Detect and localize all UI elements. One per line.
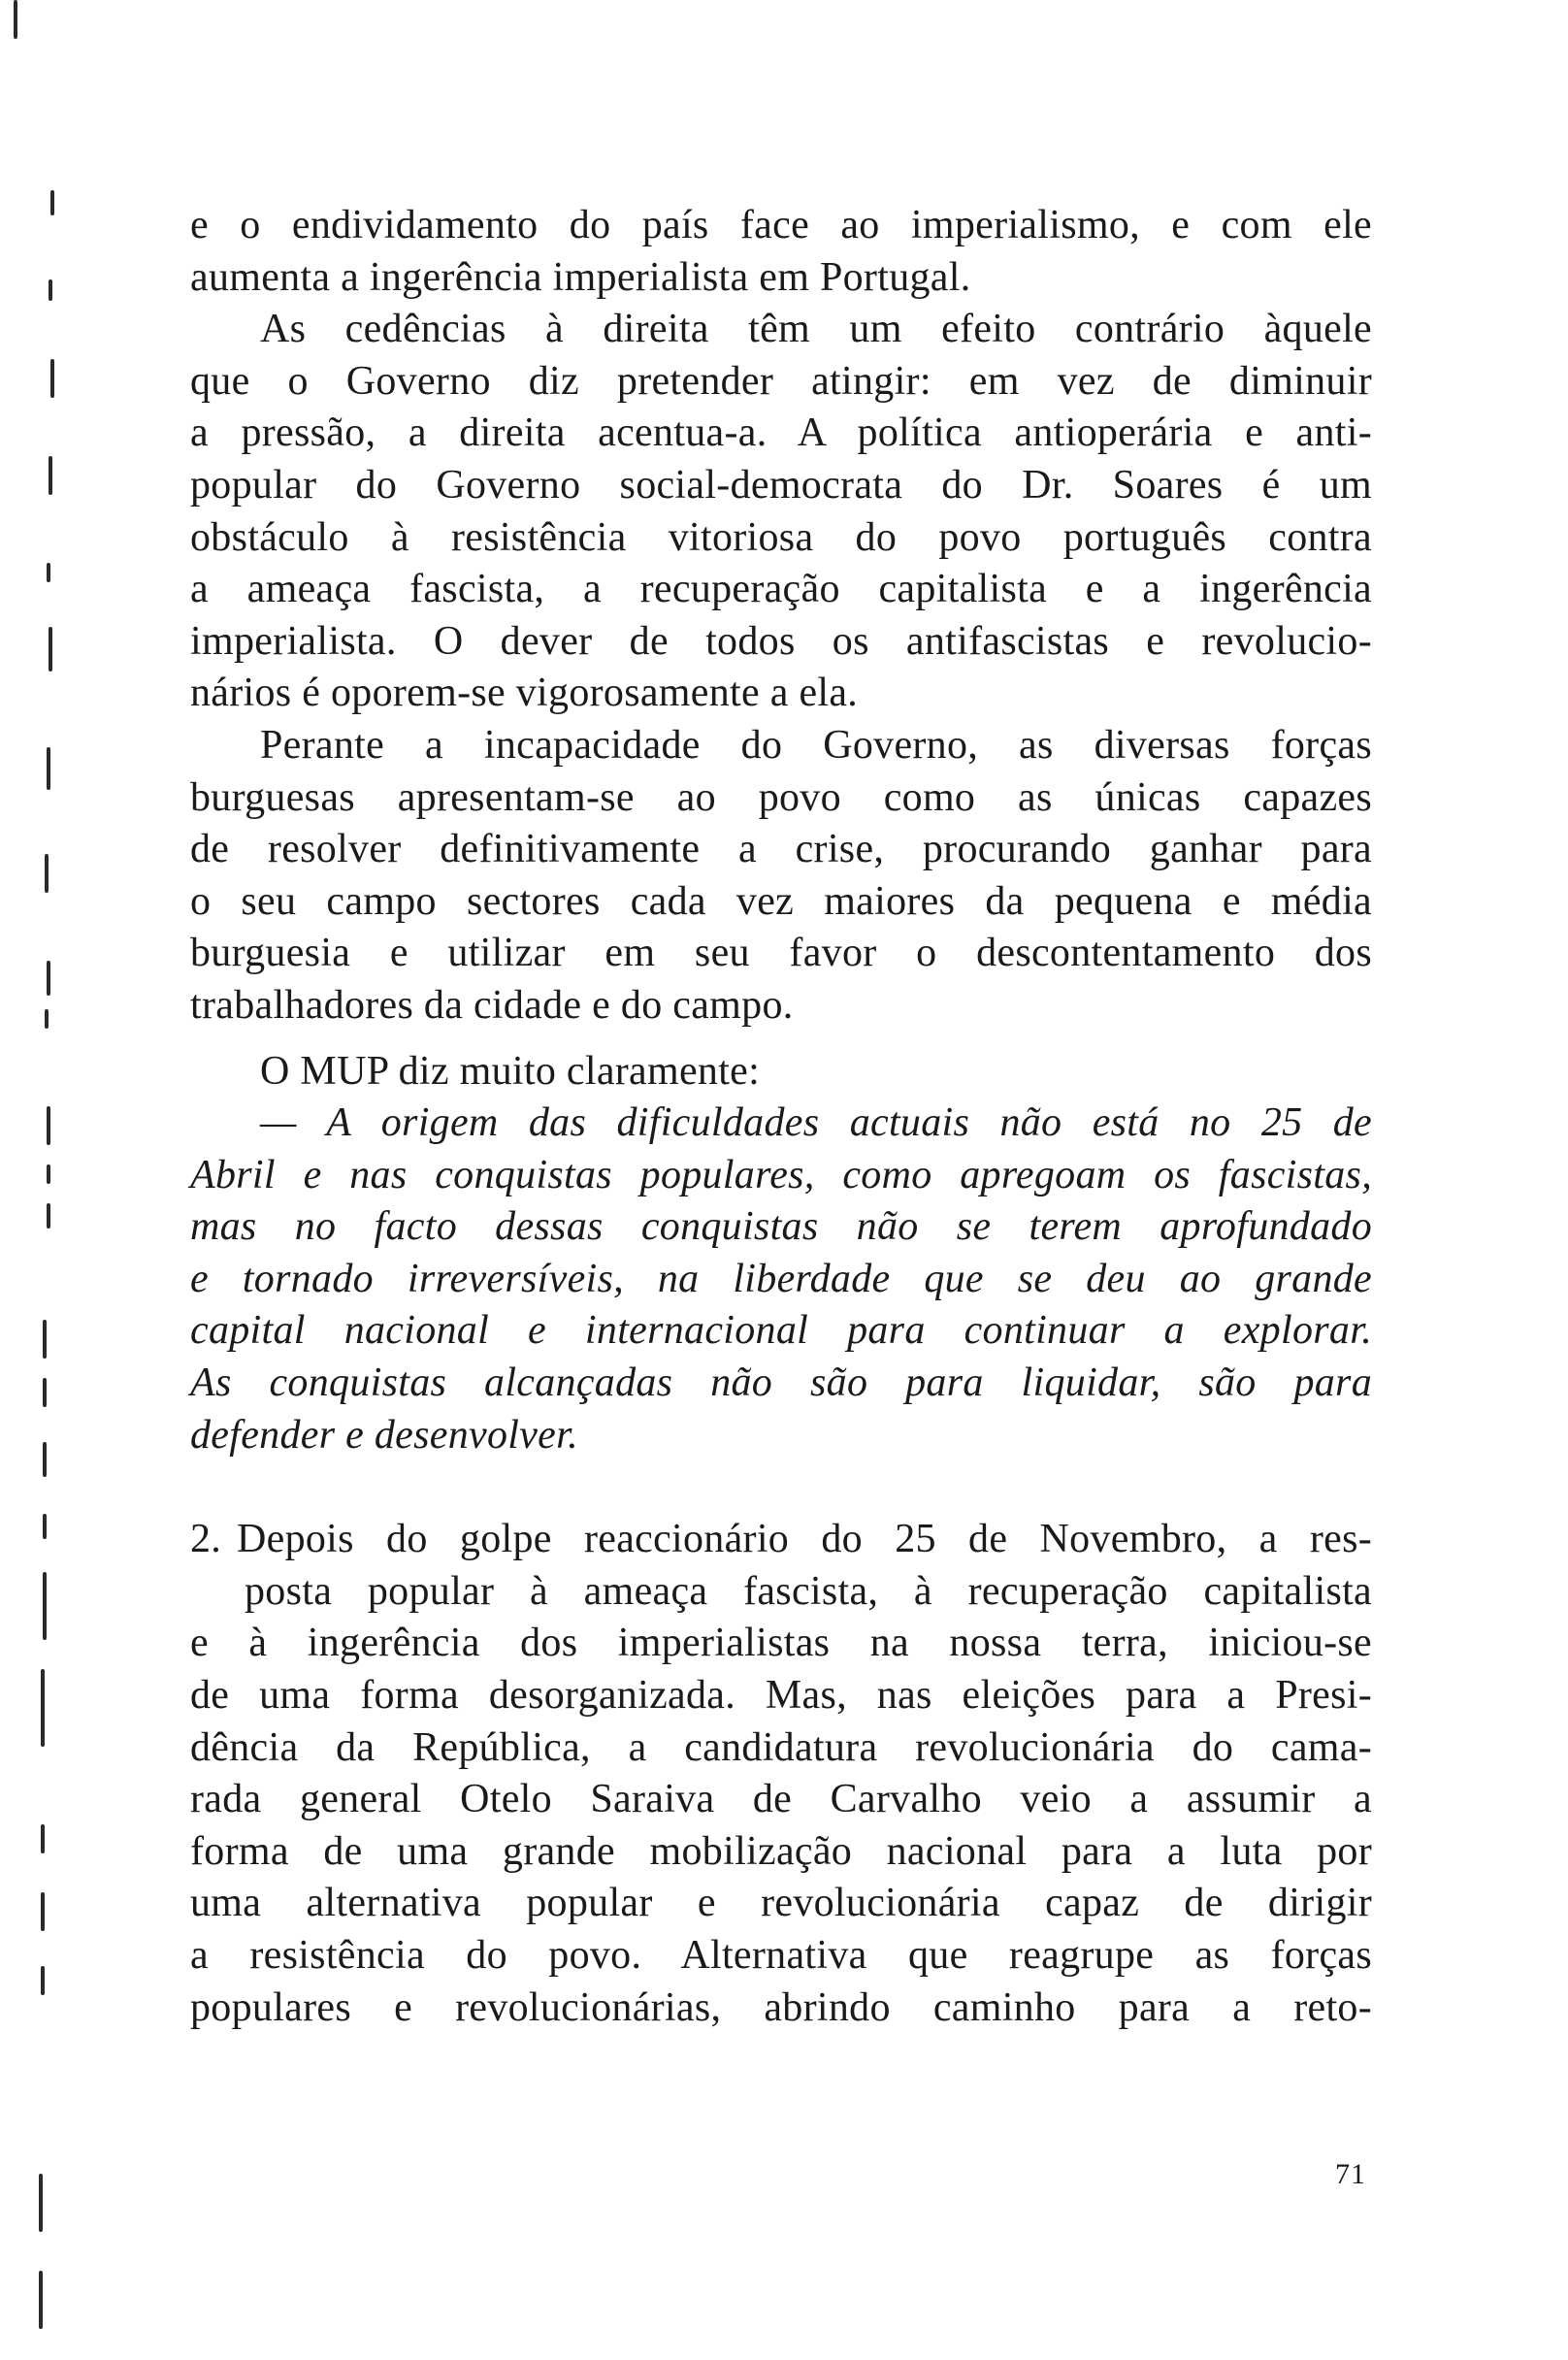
paragraph-perante: [190, 720, 1372, 1032]
quote-line: Abril e nas conquistas populares, como apregoam os fascistas,: [190, 1152, 1372, 1197]
quote-block: [190, 1098, 1372, 1461]
page-number: 71: [1335, 2158, 1366, 2190]
text-line: posta popular à ameaça fascista, à recuperação capitalista: [245, 1568, 1372, 1614]
text-line: forma de uma grande mobilização nacional para a luta por: [190, 1828, 1372, 1874]
text-line: obstáculo à resistência vitoriosa do povo português contra: [190, 514, 1372, 560]
quote-line: defender e desenvolver.: [190, 1412, 578, 1458]
text-line: imperialista. O dever de todos os antifascistas e revolucio-: [190, 618, 1372, 664]
text-line: nários é oporem-se vigorosamente a ela.: [190, 671, 859, 716]
paragraph-mup: [190, 1046, 1372, 1098]
text-line: uma alternativa popular e revolucionária capaz de dirigir: [190, 1881, 1372, 1926]
quote-line: As conquistas alcançadas não são para liquidar, são para: [190, 1360, 1372, 1406]
text-line: de resolver definitivamente a crise, procurando ganhar para: [190, 827, 1372, 872]
section-number: 2.: [190, 1517, 222, 1562]
quote-line: mas no facto dessas conquistas não se terem aprofundado: [190, 1204, 1372, 1250]
paragraph-continued: [190, 200, 1372, 304]
text-line: a ameaça fascista, a recuperação capitalista e a ingerência: [190, 567, 1372, 612]
text-line: aumenta a ingerência imperialista em Portugal.: [190, 254, 971, 300]
page-binding-edge: [0, 0, 58, 2360]
quote-line: capital nacional e internacional para continuar a explorar.: [190, 1308, 1372, 1354]
text-line: o seu campo sectores cada vez maiores da pequena e média: [190, 878, 1372, 924]
text-line: que o Governo diz pretender atingir: em vez de diminuir: [190, 358, 1372, 404]
text-line: e o endividamento do país face ao imperialismo, e com ele: [190, 203, 1372, 247]
quote-line: — A origem das dificuldades actuais não está no 25 de: [260, 1100, 1372, 1146]
text-line: popular do Governo social-democrata do Dr. Soares é um: [190, 462, 1372, 508]
text-line: trabalhadores da cidade e do campo.: [190, 982, 794, 1028]
text-line: dência da República, a candidatura revolucionária do cama-: [190, 1724, 1372, 1770]
text-line: e à ingerência dos imperialistas na nossa terra, iniciou-se: [190, 1621, 1372, 1666]
text-line: a pressão, a direita acentua-a. A política antioperária e anti-: [190, 410, 1372, 456]
quote-line: e tornado irreversíveis, na liberdade que se deu ao grande: [190, 1256, 1372, 1301]
section-first-line: [190, 1514, 1372, 1566]
text-line: a resistência do povo. Alternativa que reagrupe as forças: [190, 1933, 1372, 1978]
text-line: As cedências à direita têm um efeito contrário àquele: [260, 307, 1372, 352]
page-body-text: [190, 200, 1372, 2034]
text-line: de uma forma desorganizada. Mas, nas eleições para a Presi-: [190, 1673, 1372, 1719]
text-line: O MUP diz muito claramente:: [260, 1048, 761, 1094]
text-line: Perante a incapacidade do Governo, as diversas forças: [260, 722, 1372, 768]
text-line: populares e revolucionárias, abrindo caminho para a reto-: [190, 1984, 1372, 2030]
text-line: Depois do golpe reaccionário do 25 de Novembro, a res-: [237, 1517, 1372, 1562]
text-line: burguesas apresentam-se ao povo como as únicas capazes: [190, 774, 1372, 820]
text-line: burguesia e utilizar em seu favor o descontentamento dos: [190, 931, 1372, 976]
paragraph-cedencias: [190, 304, 1372, 720]
text-line: rada general Otelo Saraiva de Carvalho veio a assumir a: [190, 1777, 1372, 1822]
section-2: [190, 1514, 1372, 2034]
